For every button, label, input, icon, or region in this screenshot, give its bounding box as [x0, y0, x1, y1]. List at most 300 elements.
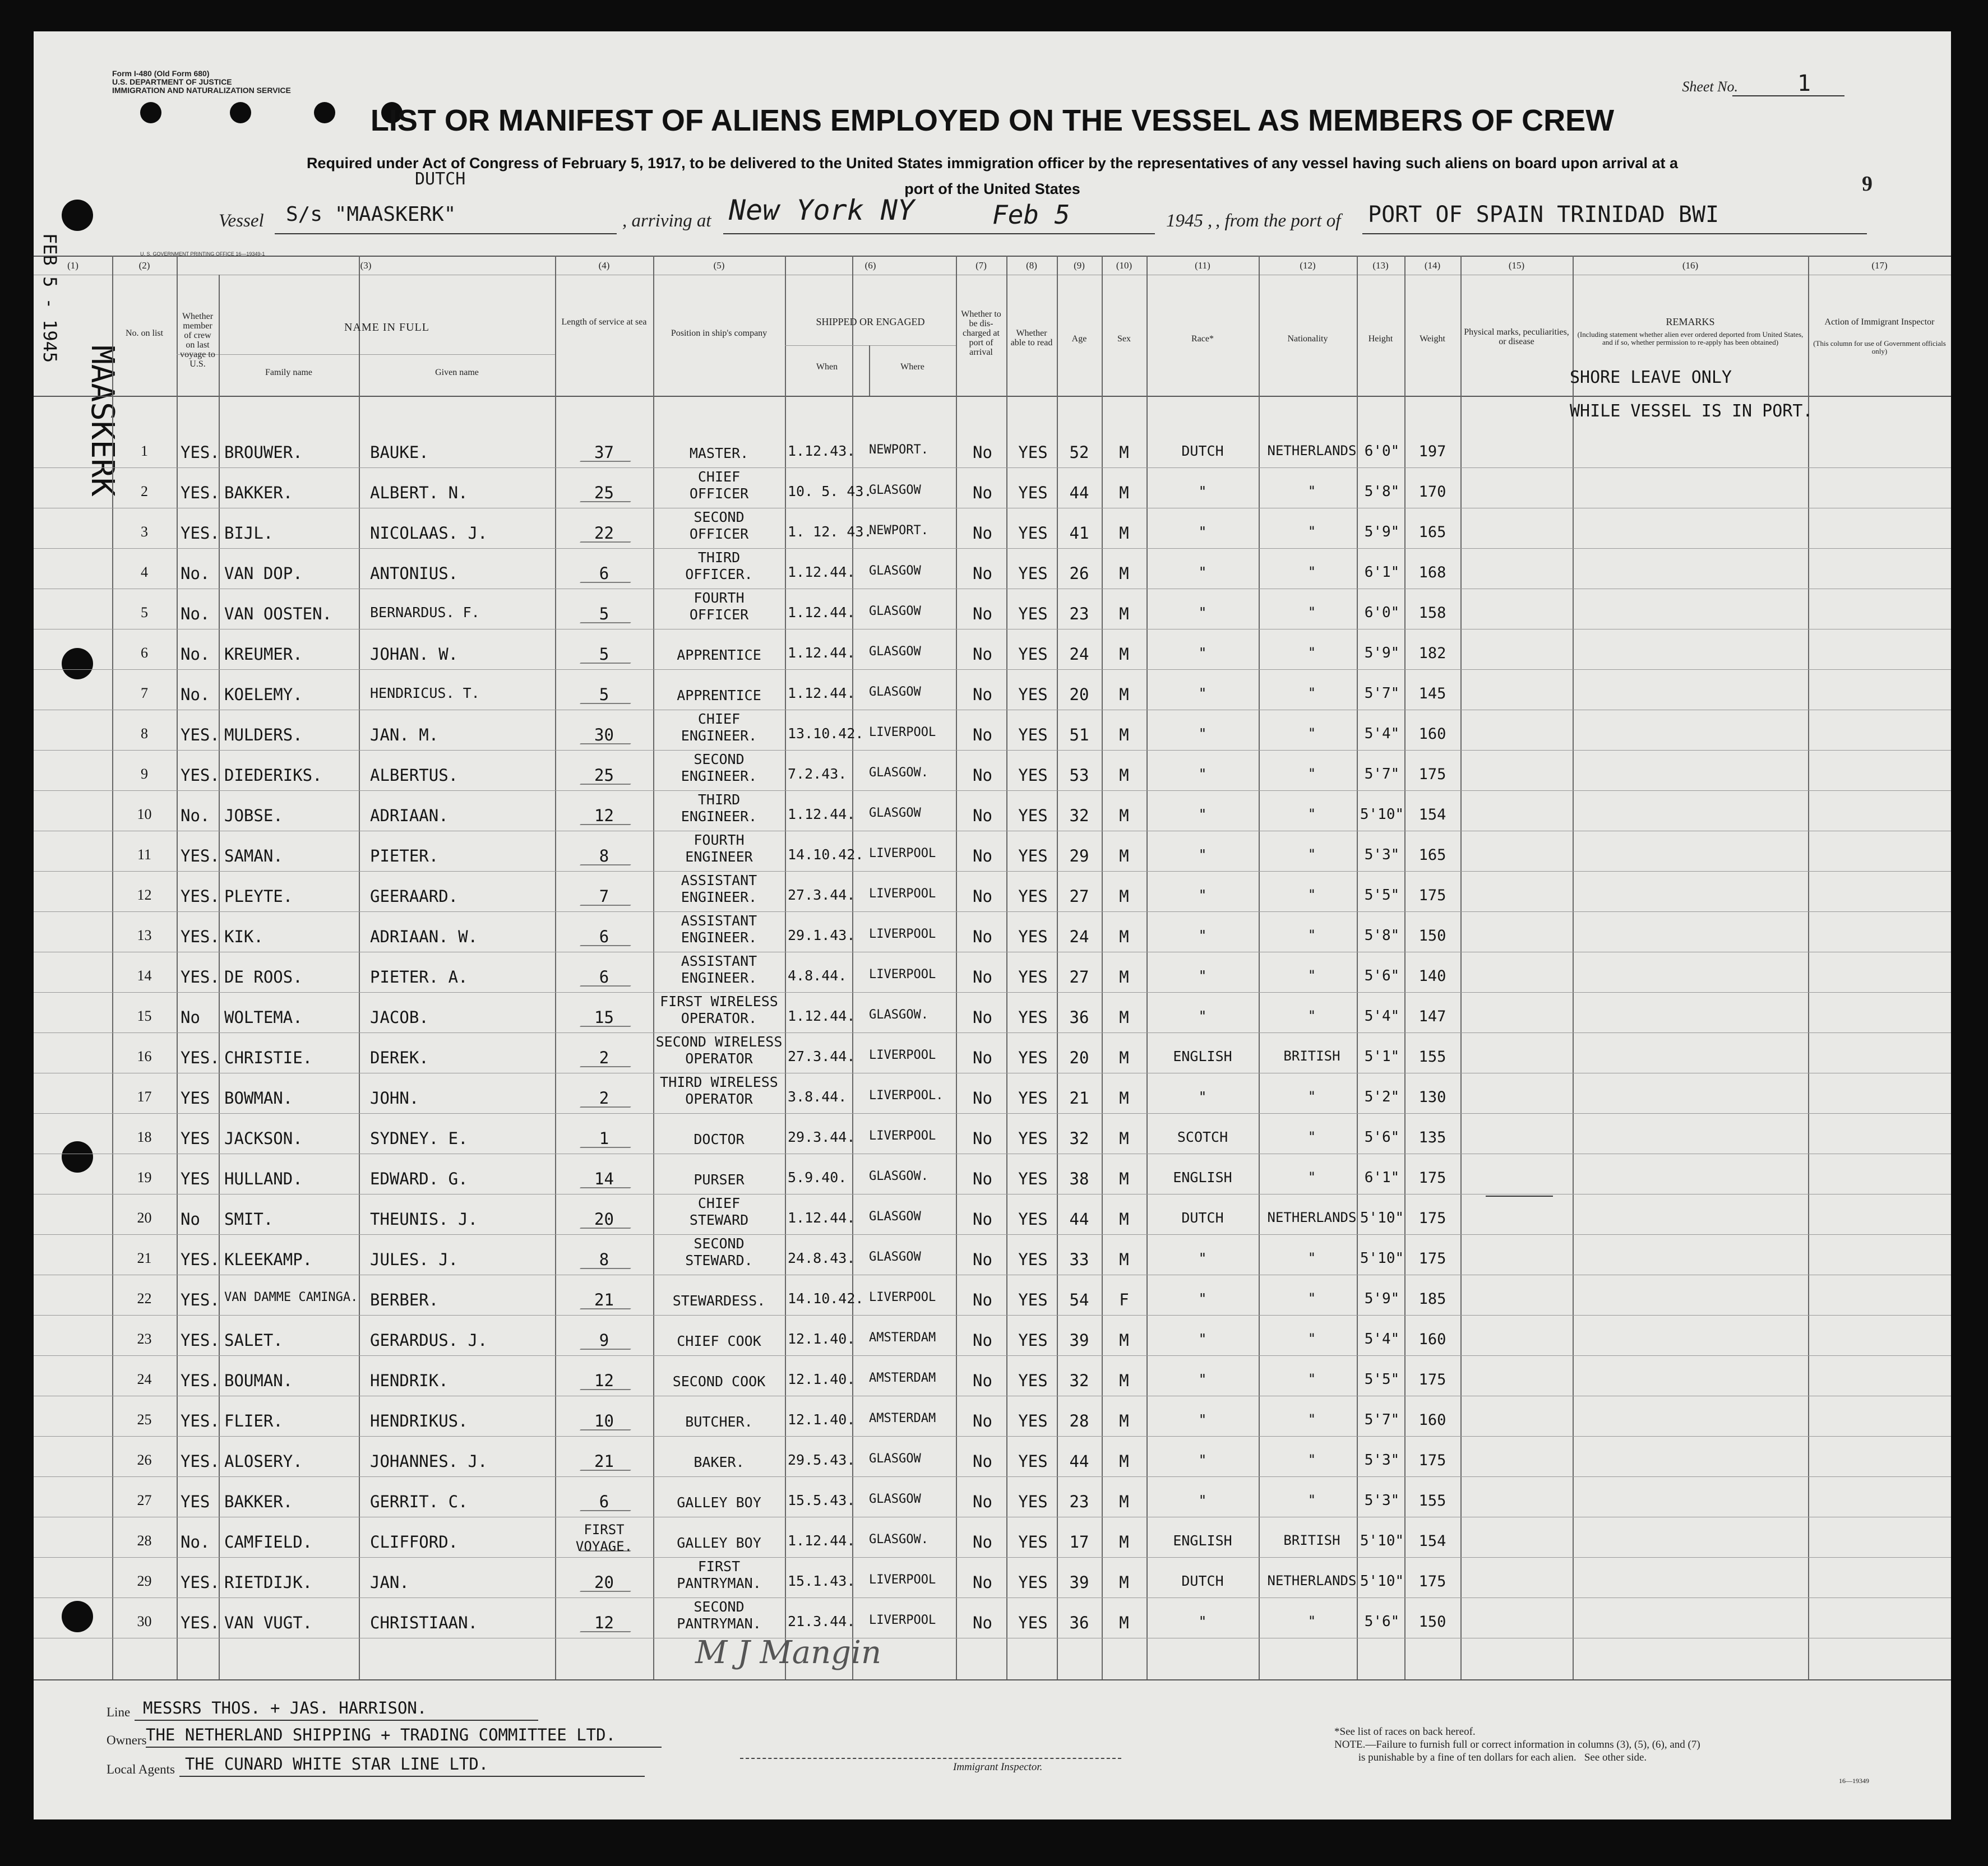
row-weight: 158 [1418, 604, 1446, 622]
row-when: 1.12.44. [788, 685, 856, 701]
row-service: 7 [599, 887, 609, 906]
row-position-line1: ASSISTANT [681, 913, 757, 929]
row-number: 13 [137, 927, 152, 943]
row-service: 21 [594, 1290, 614, 1309]
row-sex: M [1119, 564, 1129, 583]
row-where: GLASGOW [869, 1250, 921, 1264]
row-position-line2: APPRENTICE [677, 687, 761, 703]
row-number: 26 [137, 1452, 152, 1468]
row-member: YES. [181, 1250, 220, 1269]
row-number: 29 [137, 1573, 152, 1589]
row-read: YES [1018, 1532, 1048, 1552]
row-age: 21 [1069, 1089, 1089, 1108]
column-divider [1573, 256, 1574, 1679]
row-read: YES [1018, 1331, 1048, 1350]
manifest-sheet [34, 31, 1951, 1819]
header-physical: Physical marks, peculiarities, or disease [1464, 327, 1569, 346]
row-discharged: No [973, 927, 992, 946]
row-given-name: JAN. M. [370, 725, 439, 744]
row-read: YES [1018, 1048, 1048, 1067]
row-nationality: " [1307, 685, 1316, 701]
row-discharged: No [973, 483, 992, 502]
row-where: GLASGOW. [869, 1008, 928, 1022]
row-sex: M [1119, 1613, 1129, 1632]
from-port-value: PORT OF SPAIN TRINIDAD BWI [1368, 202, 1719, 228]
row-read: YES [1018, 1089, 1048, 1108]
row-where: GLASGOW [869, 1452, 921, 1466]
row-number: 16 [137, 1048, 152, 1064]
arriving-label: , arriving at [622, 211, 711, 231]
row-where: LIVERPOOL [869, 1129, 936, 1143]
row-position-line2: OPERATOR [685, 1050, 753, 1067]
row-read: YES [1018, 443, 1048, 462]
row-weight: 154 [1418, 1532, 1446, 1550]
row-race: DUTCH [1181, 443, 1224, 459]
table-top-border [34, 256, 1951, 257]
row-sex: M [1119, 1250, 1129, 1269]
row-height: 5'6" [1364, 1129, 1400, 1146]
row-position-line1: FIRST [697, 1558, 741, 1575]
row-race: " [1198, 967, 1207, 984]
row-discharged: No [973, 1089, 992, 1108]
column-number: (5) [713, 260, 725, 271]
row-race: " [1198, 1089, 1207, 1105]
row-position-line2: ENGINEER. [681, 768, 757, 784]
row-when: 3.8.44. [788, 1089, 847, 1105]
row-position-line1: SECOND WIRELESS [655, 1034, 783, 1050]
row-position-line2: OFFICER. [685, 566, 753, 582]
row-age: 33 [1069, 1250, 1089, 1269]
row-member: YES. [181, 1573, 220, 1592]
row-read: YES [1018, 766, 1048, 785]
row-weight: 175 [1418, 1371, 1446, 1388]
row-nationality: " [1307, 645, 1316, 660]
row-nationality: " [1307, 806, 1316, 822]
row-weight: 175 [1418, 1452, 1446, 1469]
remarks-line-2: WHILE VESSEL IS IN PORT. [1570, 401, 1813, 421]
row-when: 1.12.44. [788, 1532, 856, 1549]
row-number: 28 [137, 1532, 152, 1549]
row-discharged: No [973, 806, 992, 825]
row-read: YES [1018, 1210, 1048, 1229]
row-weight: 135 [1418, 1129, 1446, 1146]
column-number: (4) [598, 260, 610, 271]
from-port-label: , from the port of [1215, 211, 1341, 231]
row-number: 21 [137, 1250, 152, 1266]
row-line [34, 871, 1951, 872]
header-read: Whether able to read [1010, 328, 1053, 348]
row-nationality: " [1307, 1613, 1316, 1629]
row-given-name: PIETER. [370, 846, 439, 865]
row-nationality: BRITISH [1283, 1532, 1340, 1548]
row-family-name: SAMAN. [224, 846, 283, 865]
row-member: YES [181, 1129, 210, 1148]
row-read: YES [1018, 1411, 1048, 1430]
row-sex: M [1119, 846, 1129, 865]
row-height: 5'2" [1364, 1089, 1400, 1105]
row-given-name: PIETER. A. [370, 967, 468, 987]
column-number: (11) [1195, 260, 1210, 271]
row-family-name: CHRISTIE. [224, 1048, 313, 1067]
row-service: 2 [599, 1048, 609, 1067]
row-race: " [1198, 1250, 1207, 1266]
row-service: 21 [594, 1452, 614, 1471]
header-nationality: Nationality [1287, 334, 1328, 344]
row-race: " [1198, 887, 1207, 903]
row-number: 25 [137, 1411, 152, 1428]
row-number: 10 [137, 806, 152, 822]
row-line [34, 992, 1951, 993]
row-position-line2: CHIEF COOK [677, 1333, 761, 1349]
row-given-name: GERRIT. C. [370, 1492, 468, 1511]
row-given-name: JULES. J. [370, 1250, 459, 1269]
row-line [34, 1436, 1951, 1437]
line-underline [135, 1720, 538, 1721]
row-where: LIVERPOOL [869, 846, 936, 860]
owners-value: THE NETHERLAND SHIPPING + TRADING COMMITTEE LTD. [146, 1725, 616, 1744]
row-read: YES [1018, 1169, 1048, 1188]
row-service: FIRST VOYAGE. [575, 1522, 633, 1554]
row-member: YES. [181, 766, 220, 785]
row-member: No. [181, 604, 210, 623]
header-length-service: Length of service at sea [561, 317, 647, 327]
row-position-line1: CHIEF [697, 469, 741, 485]
row-given-name: HENDRIKUS. [370, 1411, 468, 1430]
header-position: Position in ship's company [671, 328, 768, 338]
row-member: YES. [181, 967, 220, 987]
row-read: YES [1018, 685, 1048, 704]
owners-label: Owners [107, 1733, 147, 1747]
row-weight: 175 [1418, 1573, 1446, 1590]
row-age: 28 [1069, 1411, 1089, 1430]
row-race: ENGLISH [1173, 1169, 1232, 1186]
row-family-name: KOELEMY. [224, 685, 303, 704]
row-when: 10. 5. 43. [788, 483, 872, 499]
row-given-name: GERARDUS. J. [370, 1331, 488, 1350]
row-sex: M [1119, 1129, 1129, 1148]
row-sex: M [1119, 766, 1129, 785]
column-number: (7) [975, 260, 987, 271]
row-height: 5'6" [1364, 967, 1400, 984]
row-when: 14.10.42. [788, 846, 864, 863]
page-subtitle [34, 150, 1951, 202]
row-where: GLASGOW. [869, 1532, 928, 1546]
row-weight: 154 [1418, 806, 1446, 823]
row-given-name: DEREK. [370, 1048, 429, 1067]
row-line [34, 1557, 1951, 1558]
header-where: Where [900, 362, 924, 372]
binder-hole [62, 200, 93, 231]
row-where: LIVERPOOL [869, 1290, 936, 1304]
row-family-name: BAKKER. [224, 483, 293, 502]
row-given-name: HENDRICUS. T. [370, 685, 480, 701]
row-discharged: No [973, 1290, 992, 1309]
row-nationality: NETHERLANDS [1267, 443, 1357, 459]
row-height: 6'1" [1364, 1169, 1400, 1186]
row-family-name: KLEEKAMP. [224, 1250, 313, 1269]
row-number: 3 [141, 524, 148, 540]
agents-underline [179, 1776, 645, 1777]
row-read: YES [1018, 1613, 1048, 1632]
row-service: 8 [599, 1250, 609, 1269]
column-number: (1) [67, 260, 78, 271]
row-weight: 182 [1418, 645, 1446, 662]
row-member: No. [181, 685, 210, 704]
row-position-line1: THIRD [697, 791, 741, 808]
row-when: 13.10.42. [788, 725, 864, 742]
row-service: 30 [594, 725, 614, 744]
row-age: 29 [1069, 846, 1089, 865]
row-position-line2: ENGINEER. [681, 889, 757, 905]
row-nationality: " [1307, 1008, 1316, 1024]
row-when: 27.3.44. [788, 1048, 856, 1064]
row-member: YES. [181, 1048, 220, 1067]
row-nationality: " [1307, 1492, 1316, 1508]
row-given-name: ALBERT. N. [370, 483, 468, 502]
header-no-on-list: No. on list [125, 328, 164, 338]
row-weight: 165 [1418, 846, 1446, 864]
row-position-line2: STEWARDESS. [672, 1293, 766, 1309]
row-family-name: MULDERS. [224, 725, 303, 744]
row-race: " [1198, 766, 1207, 782]
row-height: 5'5" [1364, 1371, 1400, 1388]
row-member: YES. [181, 443, 220, 462]
row-when: 4.8.44. [788, 967, 847, 984]
row-member: YES [181, 1169, 210, 1188]
row-position-line2: PURSER [694, 1172, 745, 1188]
row-sex: M [1119, 685, 1129, 704]
row-service: 5 [599, 645, 609, 664]
row-member: No. [181, 645, 210, 664]
row-sex: M [1119, 1169, 1129, 1188]
row-service: 5 [599, 685, 609, 704]
column-number: (15) [1508, 260, 1525, 271]
row-age: 53 [1069, 766, 1089, 785]
row-given-name: ALBERTUS. [370, 766, 459, 785]
row-when: 12.1.40. [788, 1371, 856, 1387]
row-member: YES. [181, 524, 220, 543]
row-weight: 130 [1418, 1089, 1446, 1106]
row-when: 12.1.40. [788, 1331, 856, 1347]
row-service: 8 [599, 846, 609, 865]
row-family-name: KIK. [224, 927, 263, 946]
row-service: 15 [594, 1008, 614, 1027]
row-member: No. [181, 564, 210, 583]
vessel-value: S/s "MAASKERK" [286, 203, 456, 226]
row-number: 14 [137, 967, 152, 984]
row-number: 30 [137, 1613, 152, 1629]
subtitle-line: Required under Act of Congress of February 5, 1917, to be delivered to the United States immigration officer by the representatives of any vessel having such aliens on board upon arrival at a [306, 155, 1679, 172]
column-divider [785, 256, 786, 1679]
remarks-dash [1486, 1196, 1553, 1197]
subtitle-line: port of the United States [904, 180, 1080, 197]
header-sex: Sex [1117, 334, 1131, 344]
row-given-name: JACOB. [370, 1008, 429, 1027]
row-number: 17 [137, 1089, 152, 1105]
row-age: 52 [1069, 443, 1089, 462]
row-family-name: BIJL. [224, 524, 274, 543]
row-age: 24 [1069, 927, 1089, 946]
row-when: 1.12.43. [788, 443, 856, 459]
row-height: 5'8" [1364, 483, 1400, 500]
owners-underline [146, 1747, 662, 1748]
row-where: LIVERPOOL [869, 887, 936, 901]
row-nationality: BRITISH [1283, 1048, 1340, 1064]
row-member: YES [181, 1492, 210, 1511]
row-weight: 175 [1418, 1250, 1446, 1267]
inspector-label: Immigrant Inspector. [953, 1761, 1043, 1773]
row-number: 12 [137, 887, 152, 903]
row-height: 5'4" [1364, 1008, 1400, 1025]
form-code: 16—19349 [1839, 1777, 1869, 1785]
row-read: YES [1018, 927, 1048, 946]
sheet-number: 1 [1797, 71, 1811, 96]
header-race: Race* [1191, 334, 1214, 344]
row-age: 44 [1069, 1210, 1089, 1229]
row-age: 54 [1069, 1290, 1089, 1309]
row-nationality: " [1307, 1290, 1316, 1306]
row-sex: M [1119, 887, 1129, 906]
row-family-name: BOWMAN. [224, 1089, 293, 1108]
row-number: 4 [141, 564, 148, 580]
row-nationality: " [1307, 1371, 1316, 1387]
row-when: 12.1.40. [788, 1411, 856, 1428]
row-discharged: No [973, 1008, 992, 1027]
row-where: GLASGOW [869, 645, 921, 659]
row-member: No. [181, 1532, 210, 1552]
row-position-line2: ENGINEER. [681, 970, 757, 986]
sheet-label: Sheet No. [1682, 78, 1738, 95]
row-position-line2: DOCTOR [694, 1131, 745, 1147]
row-line [34, 1032, 1951, 1033]
row-service: 9 [599, 1331, 609, 1350]
row-weight: 160 [1418, 1331, 1446, 1348]
row-where: LIVERPOOL [869, 927, 936, 941]
row-age: 41 [1069, 524, 1089, 543]
row-position-line1: FOURTH [694, 832, 745, 848]
row-line [34, 548, 1951, 549]
row-read: YES [1018, 1371, 1048, 1390]
row-race: " [1198, 927, 1207, 943]
row-read: YES [1018, 564, 1048, 583]
row-position-line2: STEWARD [689, 1212, 749, 1228]
row-race: " [1198, 564, 1207, 580]
row-height: 5'1" [1364, 1048, 1400, 1065]
row-where: LIVERPOOL [869, 1573, 936, 1587]
row-read: YES [1018, 887, 1048, 906]
row-service: 12 [594, 1371, 614, 1390]
line-label: Line [107, 1705, 131, 1719]
row-family-name: CAMFIELD. [224, 1532, 313, 1552]
row-position-line1: CHIEF [697, 1195, 741, 1211]
row-given-name: ADRIAAN. W. [370, 927, 478, 946]
row-family-name: SALET. [224, 1331, 283, 1350]
header-shipped: SHIPPED OR ENGAGED [816, 316, 925, 327]
row-number: 2 [141, 483, 148, 499]
row-line [34, 1234, 1951, 1235]
row-given-name: CHRISTIAAN. [370, 1613, 478, 1632]
row-family-name: VAN DOP. [224, 564, 303, 583]
row-discharged: No [973, 1452, 992, 1471]
row-when: 1.12.44. [788, 564, 856, 580]
row-discharged: No [973, 524, 992, 543]
column-number: (3) [360, 260, 372, 271]
row-height: 5'3" [1364, 1452, 1400, 1469]
row-service: 25 [594, 483, 614, 502]
row-when: 29.1.43. [788, 927, 856, 943]
row-sex: M [1119, 604, 1129, 623]
header-member: Whether member of crew on last voyage to U.S. [180, 312, 215, 369]
row-age: 36 [1069, 1008, 1089, 1027]
row-race: SCOTCH [1177, 1129, 1228, 1145]
row-member: YES. [181, 846, 220, 865]
row-discharged: No [973, 1210, 992, 1229]
row-family-name: DE ROOS. [224, 967, 303, 987]
row-age: 32 [1069, 1129, 1089, 1148]
row-given-name: ANTONIUS. [370, 564, 459, 583]
row-member: YES. [181, 887, 220, 906]
row-discharged: No [973, 1250, 992, 1269]
year-separator: , [1208, 211, 1213, 231]
row-discharged: No [973, 1492, 992, 1511]
row-sex: M [1119, 967, 1129, 987]
row-age: 27 [1069, 887, 1089, 906]
row-number: 22 [137, 1290, 152, 1307]
row-when: 15.1.43. [788, 1573, 856, 1589]
column-divider [1808, 256, 1809, 1679]
arrival-date: Feb 5 [992, 200, 1070, 230]
row-where: GLASGOW [869, 1492, 921, 1506]
row-height: 5'10" [1360, 806, 1404, 823]
row-race: " [1198, 1492, 1207, 1508]
agents-value: THE CUNARD WHITE STAR LINE LTD. [185, 1754, 489, 1774]
row-position-line2: PANTRYMAN. [677, 1575, 761, 1591]
row-where: AMSTERDAM [869, 1411, 936, 1425]
sheet-underline [1732, 95, 1844, 96]
row-when: 29.5.43. [788, 1452, 856, 1468]
row-height: 5'5" [1364, 887, 1400, 904]
row-sex: M [1119, 806, 1129, 825]
row-nationality: " [1307, 1452, 1316, 1467]
row-where: GLASGOW [869, 604, 921, 618]
row-position-line1: THIRD WIRELESS [660, 1074, 778, 1090]
row-weight: 165 [1418, 524, 1446, 541]
page-mark: 9 [1862, 172, 1873, 196]
row-service: 6 [599, 927, 609, 946]
column-divider [1006, 256, 1007, 1679]
vessel-underline [275, 233, 617, 234]
row-weight: 155 [1418, 1492, 1446, 1510]
row-where: GLASGOW [869, 806, 921, 820]
row-position-line2: APPRENTICE [677, 647, 761, 663]
row-discharged: No [973, 967, 992, 987]
row-number: 9 [141, 766, 148, 782]
row-given-name: THEUNIS. J. [370, 1210, 478, 1229]
row-weight: 170 [1418, 483, 1446, 501]
row-position-line2: OFFICER [689, 526, 749, 542]
row-sex: M [1119, 1210, 1129, 1229]
row-service: 6 [599, 967, 609, 987]
column-number: (17) [1871, 260, 1888, 271]
row-position-line1: ASSISTANT [681, 872, 757, 888]
row-family-name: BROUWER. [224, 443, 303, 462]
row-discharged: No [973, 645, 992, 664]
row-discharged: No [973, 1048, 992, 1067]
row-race: " [1198, 1331, 1207, 1347]
row-weight: 175 [1418, 887, 1446, 904]
row-member: YES. [181, 1452, 220, 1471]
row-family-name: PLEYTE. [224, 887, 293, 906]
